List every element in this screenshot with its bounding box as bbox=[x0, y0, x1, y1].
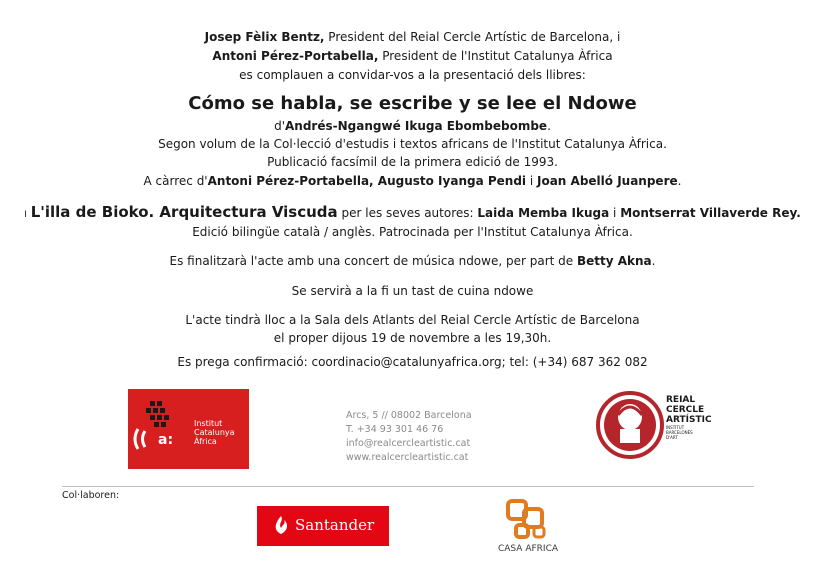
divider bbox=[62, 486, 754, 487]
rsvp-line: Es prega confirmació: coordinacio@catalunyafrica.org; tel: (+34) 687 362 082 bbox=[177, 355, 648, 369]
rcab-seal-icon bbox=[596, 385, 664, 465]
ica-logo-text: Institut Catalunya Àfrica bbox=[194, 419, 235, 446]
book-1-collection: Segon volum de la Col·lecció d'estudis i textos africans de l'Institut Catalunya Àfrica. bbox=[158, 137, 667, 151]
santander-flame-icon bbox=[269, 514, 293, 538]
ica-dots-icon bbox=[128, 389, 188, 469]
venue-line: L'acte tindrà lloc a la Sala dels Atlants del Reial Cercle Artístic de Barcelona bbox=[185, 313, 640, 327]
address-street: Arcs, 5 // 08002 Barcelona bbox=[346, 410, 472, 421]
host-line-2: Antoni Pérez-Portabella, President de l'Institut Catalunya Àfrica bbox=[212, 49, 613, 63]
book-1-title: Cómo se habla, se escribe y se lee el Ndowe bbox=[188, 93, 637, 114]
address-block bbox=[346, 409, 472, 465]
date-line: el proper dijous 19 de novembre a les 19,30h. bbox=[273, 331, 552, 345]
santander-wordmark: Santander bbox=[295, 516, 375, 534]
institut-catalunya-africa-logo bbox=[128, 389, 249, 469]
concert-line: Es finalitzarà l'acte amb una concert de música ndowe, per part de Betty Akna. bbox=[169, 254, 656, 268]
address-website[interactable]: www.realcercleartistic.cat bbox=[346, 452, 469, 463]
santander-logo bbox=[257, 506, 389, 546]
reial-cercle-artistic-logo bbox=[596, 385, 711, 465]
host-line-1: Josep Fèlix Bentz, President del Reial Cercle Artístic de Barcelona, i bbox=[204, 30, 621, 44]
casa-africa-wordmark: CASA AFRICA bbox=[497, 544, 559, 554]
casa-africa-logo bbox=[488, 497, 568, 559]
address-email[interactable]: info@realcercleartistic.cat bbox=[346, 438, 471, 449]
invite-line: es complauen a convidar-vos a la presentació dels llibres: bbox=[239, 68, 586, 82]
book-1-author: d'Andrés-Ngangwé Ikuga Ebombebombe. bbox=[274, 119, 551, 133]
casa-africa-mark-icon bbox=[488, 497, 568, 543]
ica-mark: a: bbox=[158, 432, 174, 448]
book-2-line: I L'illa de Bioko. Arquitectura Viscuda per les seves autores: Laida Memba Ikuga i Montserrat Villaverde Rey. bbox=[24, 203, 801, 221]
book-1-presenters: A càrrec d'Antoni Pérez-Portabella, Augusto Iyanga Pendi i Joan Abelló Juanpere. bbox=[143, 174, 682, 188]
rcab-logo-text: REIAL CERCLE ARTÍSTIC INSTITUT BARCELONÈS D'ART bbox=[666, 395, 712, 440]
book-2-edition: Edició bilingüe català / anglès. Patrocinada per l'Institut Catalunya Àfrica. bbox=[192, 225, 633, 239]
address-phone: T. +34 93 301 46 76 bbox=[346, 424, 444, 435]
book-1-edition: Publicació facsímil de la primera edició de 1993. bbox=[267, 155, 558, 169]
food-line: Se servirà a la fi un tast de cuina ndowe bbox=[291, 284, 534, 298]
collaborators-label: Col·laboren: bbox=[62, 490, 120, 501]
